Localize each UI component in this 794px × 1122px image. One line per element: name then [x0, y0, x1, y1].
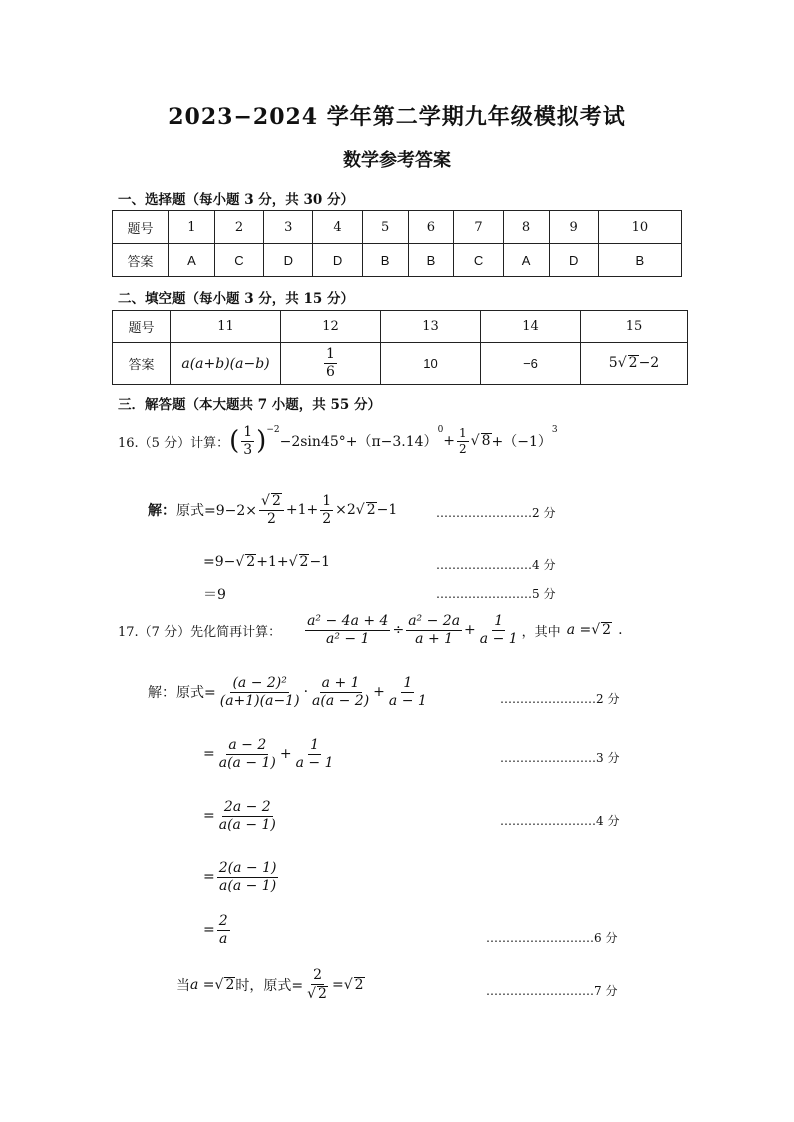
radicand: 2 [366, 501, 376, 518]
score-marker: ……………………2 分 [436, 506, 556, 520]
solution-label: 解： [148, 503, 176, 520]
equals-sign: = [203, 869, 215, 886]
fraction-numerator: 2a − 2 [223, 799, 271, 815]
fraction-numerator: 1 [494, 613, 504, 629]
fraction-numerator: 1 [326, 346, 335, 363]
fraction-denominator: 2 [459, 441, 467, 456]
section-solve-heading: 三．解答题（本大题共 7 小题，共 55 分） [118, 397, 381, 413]
plus-sign: + [464, 622, 476, 639]
q16-solution-line-1 [148, 493, 397, 527]
table-row [113, 343, 688, 385]
score-marker: ……………………4 分 [500, 814, 620, 828]
table-row [113, 311, 688, 343]
fraction-denominator: a(a − 1) [218, 816, 276, 833]
radical-sign: √ [617, 355, 627, 372]
radical-sign: √ [591, 622, 601, 639]
final-text: 时，原式= [235, 978, 304, 995]
section-choice-heading: 一、选择题（每小题 3 分，共 30 分） [118, 192, 354, 208]
fraction-numerator: a − 2 [228, 737, 267, 753]
divide-sign: ÷ [392, 622, 405, 639]
radicand: 2 [602, 621, 612, 638]
table-cell: B [362, 244, 408, 277]
row-label: 题号 [113, 211, 169, 244]
radical-sign: √ [470, 433, 480, 450]
radicand: 2 [246, 554, 256, 570]
table-cell: 15 [581, 311, 688, 343]
fraction-numerator: 1 [243, 424, 253, 440]
table-cell: B [408, 244, 454, 277]
table-cell: 11 [171, 311, 281, 343]
fraction-denominator: 2 [322, 510, 332, 527]
q17-solution-line-3 [203, 800, 280, 832]
score-marker: ………………………6 分 [486, 931, 618, 945]
fraction-numerator: 2 [313, 967, 322, 983]
radical-sign: √ [355, 502, 365, 519]
section-fill-heading: 二、填空题（每小题 3 分，共 15 分） [118, 291, 354, 307]
exponent: 3 [551, 425, 558, 435]
q16-solution-line-2 [203, 554, 330, 570]
fraction-denominator: 3 [243, 441, 253, 458]
fill-answer-table [112, 310, 688, 385]
answer-12 [281, 343, 381, 385]
answer-15 [581, 343, 688, 385]
radicand: 2 [225, 976, 235, 993]
fraction-numerator: a² − 4a + 4 [307, 613, 389, 629]
q17-solution-line-5 [203, 914, 232, 946]
table-cell: 14 [481, 311, 581, 343]
fraction-numerator: 2(a − 1) [218, 860, 277, 876]
fraction-denominator: a² − 1 [326, 630, 370, 647]
radical-sign: √ [307, 985, 317, 1002]
fraction-denominator: 2 [266, 511, 276, 528]
table-cell: 6 [408, 211, 454, 244]
exponent: 0 [437, 425, 444, 435]
table-cell: A [503, 244, 549, 277]
radical-sign: √ [343, 977, 353, 994]
condition-var: a = [566, 622, 592, 639]
page-subtitle: 数学参考答案 [343, 150, 451, 171]
multiply-dot: · [303, 684, 309, 701]
radical-sign: √ [214, 977, 224, 994]
table-cell: B [598, 244, 681, 277]
expression-part: −1 [309, 554, 331, 570]
table-cell: C [214, 244, 263, 277]
radicand: 2 [271, 493, 281, 509]
table-cell: 1 [169, 211, 215, 244]
fraction-denominator: a(a − 1) [218, 754, 276, 771]
paren-left: ( [229, 426, 240, 457]
answer-13: 10 [381, 343, 481, 385]
answer-14: −6 [481, 343, 581, 385]
fraction-denominator: 6 [326, 364, 335, 380]
fraction-denominator: a(a − 1) [219, 877, 277, 894]
table-cell: D [264, 244, 313, 277]
plus-sign: + [279, 746, 292, 763]
radical-sign: √ [235, 554, 245, 570]
exponent: −2 [266, 425, 280, 435]
fraction-numerator: 1 [459, 426, 467, 441]
fraction-denominator: a − 1 [388, 692, 427, 709]
answer-11: a(a+b)(a−b) [171, 343, 281, 385]
choice-answer-table [112, 210, 682, 277]
paren-right: ) [256, 426, 267, 457]
fraction-numerator: 1 [403, 675, 413, 691]
expression-part: +1+ [256, 554, 289, 570]
expression-part: ×2 [335, 502, 356, 519]
radicand: 8 [481, 432, 491, 449]
table-cell: D [549, 244, 598, 277]
expression-part: 原式=9−2× [176, 503, 258, 520]
table-cell: 2 [214, 211, 263, 244]
final-text: 当 [176, 978, 190, 995]
final-var: a = [190, 977, 215, 994]
table-cell: 13 [381, 311, 481, 343]
fraction-denominator: (a+1)(a−1) [219, 692, 300, 709]
q16-solution-line-3: ＝9 [203, 587, 226, 603]
table-row [113, 211, 682, 244]
equals-sign: = [203, 808, 215, 825]
expression-part: −2sin45°+（π−3.14） [279, 434, 438, 451]
plus-sign: + [373, 684, 385, 701]
fraction-denominator: a(a − 2) [312, 692, 370, 709]
radicand: 2 [628, 355, 638, 372]
fraction-numerator: 1 [310, 737, 320, 753]
fraction-numerator: a² − 2a [408, 613, 461, 629]
condition-text: ，其中 [521, 624, 561, 640]
table-cell: D [313, 244, 362, 277]
table-cell: 3 [264, 211, 313, 244]
table-cell: 4 [313, 211, 362, 244]
question-16 [118, 425, 558, 457]
row-label: 题号 [113, 311, 171, 343]
fraction-numerator: 1 [322, 492, 332, 509]
table-cell: C [454, 244, 503, 277]
period: . [618, 622, 623, 639]
radicand: 2 [354, 976, 364, 993]
score-marker: ……………………4 分 [436, 558, 556, 572]
plus-sign: + [443, 433, 456, 450]
question-17 [118, 614, 623, 646]
row-label: 答案 [113, 244, 169, 277]
score-marker: ………………………7 分 [486, 984, 618, 998]
row-label: 答案 [113, 343, 171, 385]
q17-final-line [176, 968, 365, 1002]
expression-part: +（−1） [491, 434, 552, 451]
radical-sign: √ [261, 493, 270, 509]
q17-solution-line-1 [148, 676, 431, 708]
table-cell: A [169, 244, 215, 277]
q17-solution-line-4 [203, 861, 280, 893]
fraction-denominator: a − 1 [295, 754, 334, 771]
question-label: 16.（5 分）计算： [118, 435, 230, 451]
table-cell: 5 [362, 211, 408, 244]
equals-sign: = [203, 746, 215, 763]
equals-sign: = [203, 922, 215, 939]
radical-sign: √ [288, 554, 298, 570]
table-cell: 9 [549, 211, 598, 244]
fraction-numerator: 2 [218, 913, 228, 929]
table-cell: 12 [281, 311, 381, 343]
coefficient: 5 [608, 355, 618, 372]
answer-tail: −2 [638, 355, 660, 372]
table-cell: 10 [598, 211, 681, 244]
expression-part: +1+ [285, 502, 319, 519]
equals-sign: = [331, 977, 344, 994]
fraction-denominator: a − 1 [479, 630, 518, 647]
page-title: 2023−2024 学年第二学期九年级模拟考试 [168, 104, 626, 130]
q17-solution-line-2 [203, 738, 338, 770]
table-cell: 7 [454, 211, 503, 244]
score-marker: ……………………2 分 [500, 692, 620, 706]
solution-label: 解：原式= [148, 685, 216, 702]
fraction-denominator: a [219, 930, 228, 947]
score-marker: ……………………3 分 [500, 751, 620, 765]
table-cell: 8 [503, 211, 549, 244]
fraction-numerator: (a − 2)² [232, 675, 287, 691]
fraction-numerator: a + 1 [321, 675, 360, 691]
score-marker: ……………………5 分 [436, 587, 556, 601]
radicand: 2 [299, 554, 309, 570]
table-row [113, 244, 682, 277]
expression-part: −1 [376, 502, 398, 519]
fraction-denominator: a + 1 [415, 630, 454, 647]
radicand: 2 [318, 985, 327, 1002]
question-label: 17.（7 分）先化简再计算： [118, 624, 282, 640]
expression-part: =9− [203, 554, 236, 570]
